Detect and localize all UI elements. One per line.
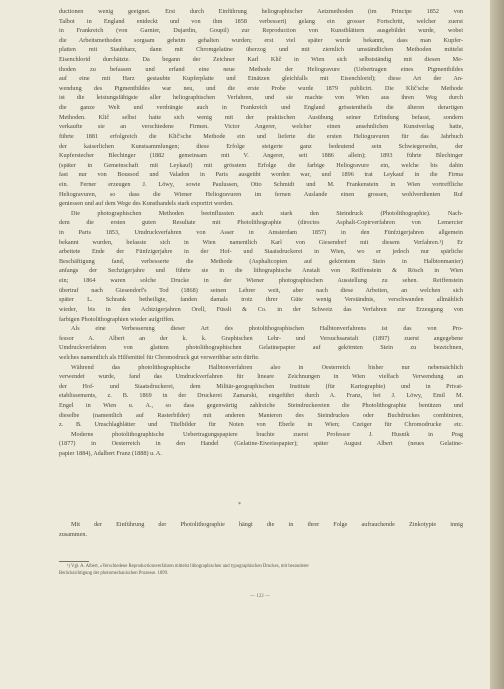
body-line: ein; 1864 waren solche Drucke in der Wiener photographischen Ausstellung zu sehen. Reiffenstein [59,277,463,285]
body-line: papier 1884), Adalbert Franz (1888) u. A. [59,450,162,458]
body-line: übertraf nach Giesendorf's Tod (1868) seinen Lehrer weit, aber nach diese Arbeiten, an welchen sich [59,286,463,294]
body-line: fast nur von Boussod und Valadon in Paris ausgeübt worden war, und 1896 trat Leykauf in die Firma [59,171,463,179]
body-line: Umdruckverfahren von glattem photolithographischen Gelatinepapier auf gekörnten Stein zu bezeichnen, [59,344,463,352]
body-line: Moderne photolithographische Uebertragungspapiere brachte zuerst Professor J. Husnik in Prag [71,430,463,438]
body-line: z. B. Umschlagblätter und Titelbilder für Noten von Eberle in Wien; Czeiger für Chromodrucke etc. [59,421,463,429]
body-line: arbeitete Ende der Fünfzigerjahre in der Hof- und Staatsdruckerei in Wien, wo er jedoch nur spärliche [59,248,463,256]
book-binding-edge [490,0,504,689]
body-line: in Frankreich (von Garnier, Dujardin, Goupil) zur Reproduction von Kunstblättern ausgebildet wurde, wobei [59,27,463,35]
body-line: Die photographischen Methoden beeinflussten auch stark den Steindruck (Photolithographie). Nach- [71,209,463,217]
body-line: Kupferstecher Blechinger (1882 gemeinsam mit V. Angerer, seit 1886 allein); 1893 führte Blechinger [59,152,463,160]
body-line: fessor A. Albert an der k. k. Graphischen Lehr- und Versuchsanstalt (1897) zuerst angegebene [59,334,463,342]
body-line: verkaufte sie an verschiedene Firmen. Victor Angerer, welcher einen ansehnlichen Kunstverlag hatte, [59,123,463,131]
page-number: — 122 — [250,594,270,599]
body-line: der Hof- und Staatsdruckerei, dem Militär-geographischen Institute (für Kartographie) und in Privat- [59,382,463,390]
body-line: Eisenchlorid durchätzte. Da begann der Zeichner Karl Klič in Wien sich selbstständig mit diesen Me- [59,56,463,64]
body-line: ductionen wenig geeignet. Erst durch Einführung heliographischer Aetzmethoden (im Principe 1852 von [59,8,463,15]
body-line: Als eine Verbesserung dieser Art des photolithographischen Halbtonverfahrens ist das von Pro- [71,325,463,333]
body-line: auf eine mit Harz gestaubte Kupferplatte und Einätzen gleichfalls mit Eisenchlorid); diese Art der An- [59,75,463,83]
body-line: anfangs der Sechzigerjahre und führte sie in die lithographische Anstalt von Reiffenstein & Rösch in Wien [59,267,463,275]
body-line: Heliogravuren, so dass die Wiener Heliogravuren im fernen Auslande einen grossen, wohlverdienten Ruf [59,190,463,198]
body-line: die ganze Welt und verdrängte auch in Frankreich und England grösstentheils die älteren derartigen [59,104,463,112]
body-line: Talbot in England entdeckt und von ihm 1858 verbessert) gelang ein grosser Fortschritt, welcher zuerst [59,17,463,25]
body-line: (1877) in Oesterreich in den Handel (Gelatine-Eiweisspapier); später August Albert (neues Gelatine- [59,440,463,448]
body-line: welches namentlich als Hilfsmittel für Chromodruck gut verwerthbar sein dürfte. [59,353,260,361]
footnote-rule [59,561,89,562]
body-line: geniessen und auf dem Wege des Kunsthandels stark exportirt werden. [59,200,234,208]
closing-line: zusammen. [59,530,88,538]
body-line: später L. Schrank betheiligte, fanden damals trotz ihrer Güte wenig Verständnis, verschwanden allmählich [59,296,463,304]
body-line: der kaiserlichen Kunstsammlungen; diese Erfolge steigerte ganz bedeutend sein Schwiegersohn, der [59,142,463,150]
body-line: (später in Gemeinschaft mit Leykauf) mit grösstem Erfolge die farbige Heliogravure ein, welche bis dahin [59,161,463,169]
footnote-line: Berücksichtigung der photomechanischen Prozesse. 1899. [59,571,169,576]
body-line: dem die ersten guten Resultate mit Photolithographie (directes Asphalt-Copirverfahren von Lemercier [59,219,463,227]
body-text [59,7,463,459]
body-line: die Arbeitsmethoden sorgsam geheim gehalten wurden; erst viel später wurde bekannt, dass man Kupfer- [59,36,463,44]
body-line: dieselbe (namentlich auf Rasterbilder) mit anderen Manieren des Steindruckes oder Buchdruckes combiniren, [59,411,463,419]
body-line: farbigen Photolithographien wieder aufgriffen. [59,315,175,323]
body-line: in Paris 1853, Umdruckverfahren von Asser in Amsterdam 1857) in den Fünfzigerjahren allgemein [59,229,463,237]
body-line: verwendet wurde, fand das Umdruckverfahren für lineare Zeichnungen in Wien vielfach Verwendung an [59,373,463,381]
body-line: Methoden. Klič selbst hatte sich wenig mit der praktischen Ausübung seiner Erfindung befasst, sondern [59,113,463,121]
body-line: ist die leistungsfähigste aller heliographischen Verfahren, und sie machte von Wien aus ihren Weg durch [59,94,463,102]
body-line: wendung des Pigmentbildes war neu, und die erste Probe wurde 1879 publicirt. Die Klič'sche Methode [59,84,463,92]
footnote [59,563,463,577]
body-line: Während das photolithographische Halbtonverfahren also in Oesterreich bisher nur nebensächlich [71,363,463,371]
body-line: thoden zu befassen und erfand eine neue Methode der Heliogravure (Uebertragen eines Pigmentbildes [59,65,463,73]
body-line: platten mit Staubharz, dann mit Chromgelatine überzog und mit ziemlich umständlichen Methoden mittelst [59,46,463,54]
body-line: wieder, bis in den Achtzigerjahren Orell, Füssli & Co. in der Schweiz das Verfahren zur Erzeugung von [59,305,463,313]
body-line: Beschäftigung fand, verbesserte die Methode (Asphaltcopien auf gekörntem Stein in Halbtonmanier) [59,257,463,265]
section-separator: * [238,502,241,508]
body-line: ein. Ferner erzeugen J. Löwy, sowie Paulussen, Otto Schmidt und M. Frankenstein in Wien vortreffliche [59,180,463,188]
footnote-line: ¹) Vgl. A. Albert, »Verschiedene Reproductionsverfahren mittelst lithographischen und typographischen Druckes, mit besonderer [67,564,309,569]
closing-line: Mit der Einführung der Photolithographie hängt die in ihrer Folge aufrauchende Zinkotypie innig [71,521,463,528]
closing-paragraph [59,520,463,539]
body-line: bekannt wurden, befasste sich in Wien namentlich Karl von Giesendorf mit diesem Verfahren.¹) Er [59,238,463,246]
body-line: etablissements, z. B. 1869 in der Druckerei Zamarski, eingeführt durch A. Franz, bei J. Löwy, Emil M. [59,392,463,400]
body-line: Engel in Wien u. A., so dass gegenwärtig zahlreiche Steindruckereien die Photolithographie benützen und [59,401,463,409]
body-line: führte 1881 erfolgreich die Klič'sche Methode ein und lieferte die ersten Heliogravuren für das Jahrbuch [59,132,463,140]
